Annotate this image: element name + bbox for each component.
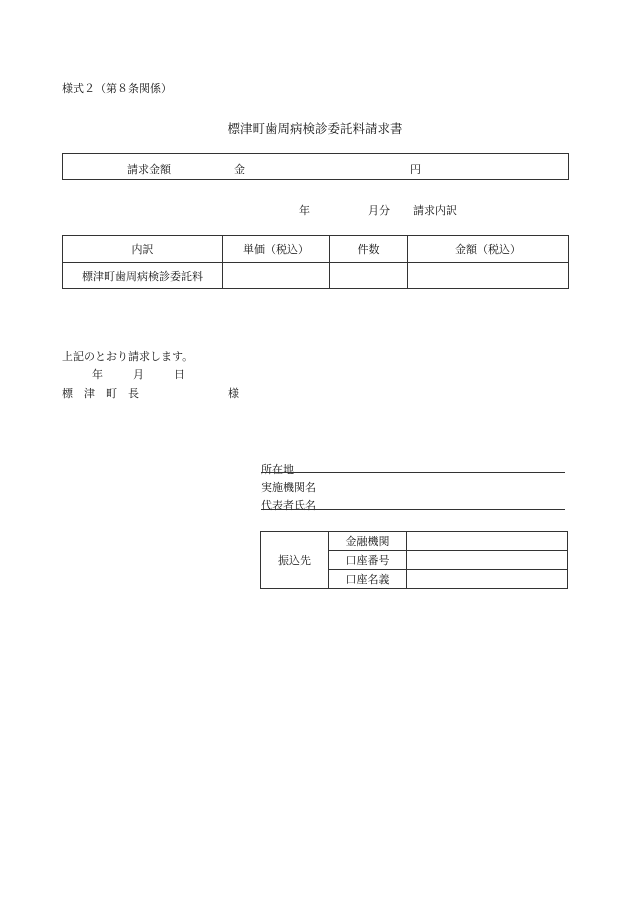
- amount-unit: 円: [410, 163, 421, 176]
- breakdown-table: [62, 235, 569, 289]
- breakdown-cell: [223, 263, 330, 289]
- breakdown-header: 金額（税込）: [408, 236, 569, 263]
- amount-label: 請求金額: [127, 163, 171, 176]
- breakdown-cell: 標津町歯周病検診委託料: [63, 263, 223, 289]
- page-title: 標津町歯周病検診委託料請求書: [227, 121, 403, 136]
- amount-prefix: 金: [234, 163, 245, 176]
- address-label: 所在地: [261, 463, 294, 476]
- breakdown-cell: [330, 263, 408, 289]
- bank-field-label: 口座名義: [329, 570, 407, 589]
- form-number: 様式２（第８条関係）: [62, 82, 172, 95]
- period-detail: 請求内訳: [413, 204, 457, 217]
- date-year: 年: [92, 368, 103, 381]
- breakdown-header: 内訳: [63, 236, 223, 263]
- bank-field-label: 口座番号: [329, 551, 407, 570]
- bank-field-label: 金融機関: [329, 532, 407, 551]
- date-day: 日: [174, 368, 185, 381]
- breakdown-cell: [408, 263, 569, 289]
- addressee-honorific: 様: [228, 387, 239, 400]
- table-row: [63, 263, 569, 289]
- bank-field-value: [407, 532, 568, 551]
- bank-field-value: [407, 551, 568, 570]
- breakdown-header: 単価（税込）: [223, 236, 330, 263]
- institution-label: 実施機関名: [261, 481, 316, 494]
- bank-field-value: [407, 570, 568, 589]
- period-month: 月分: [368, 204, 390, 217]
- breakdown-header: 件数: [330, 236, 408, 263]
- amount-box: [62, 153, 569, 180]
- bank-table: [260, 531, 568, 589]
- representative-label: 代表者氏名: [261, 499, 316, 512]
- addressee-name: 標 津 町 長: [62, 387, 139, 400]
- bank-group-label: 振込先: [261, 532, 329, 589]
- address-underline: [261, 472, 565, 473]
- statement: 上記のとおり請求します。: [62, 350, 194, 363]
- representative-underline: [261, 509, 565, 510]
- period-year: 年: [299, 204, 310, 217]
- date-month: 月: [133, 368, 144, 381]
